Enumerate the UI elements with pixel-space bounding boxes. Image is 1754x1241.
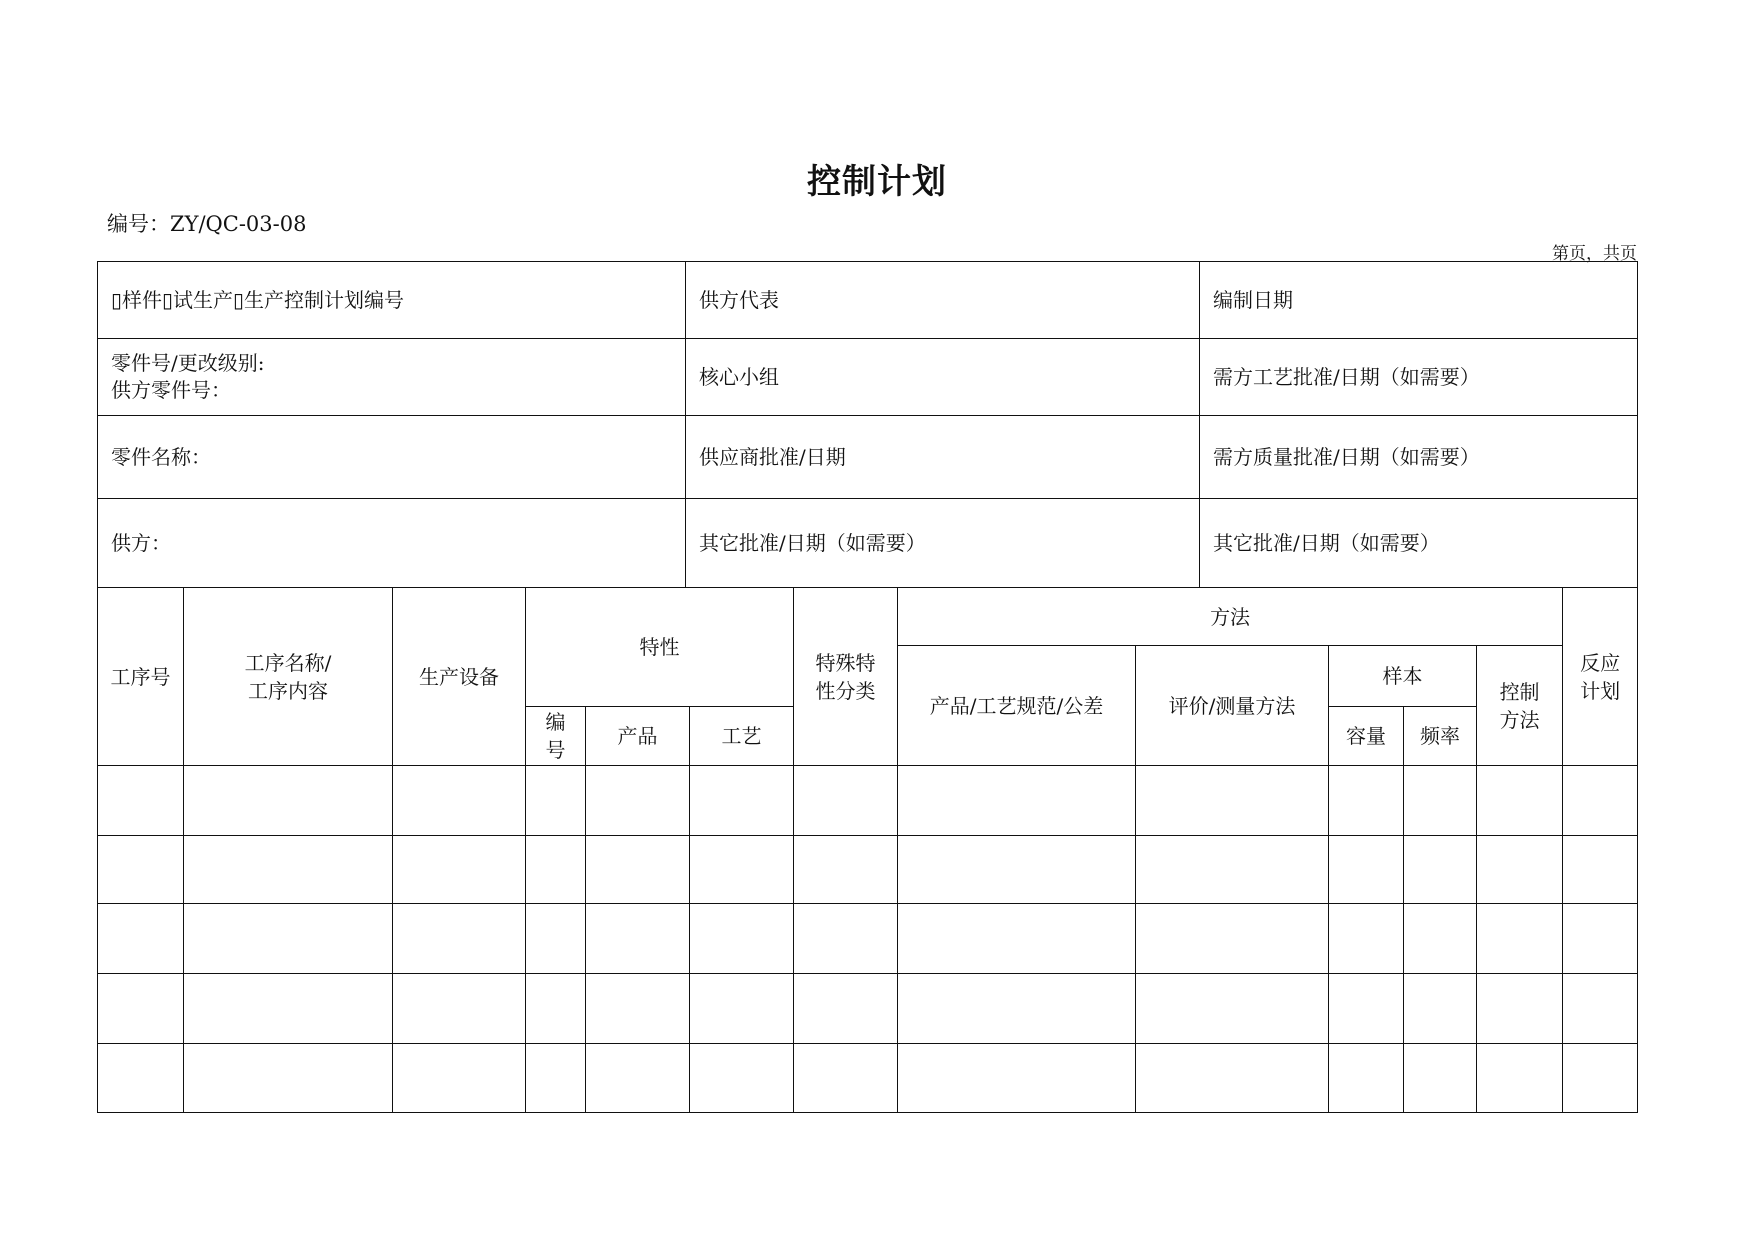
other-approval-label-1: 其它批准/日期（如需要） (699, 530, 926, 555)
col-header-process: 工艺 (690, 707, 794, 766)
table-cell[interactable] (898, 836, 1136, 904)
table-cell[interactable] (1477, 1044, 1563, 1113)
table-cell[interactable] (1477, 836, 1563, 904)
table-cell[interactable] (98, 904, 184, 974)
table-cell[interactable] (1329, 904, 1404, 974)
col-header-spec-tolerance: 产品/工艺规范/公差 (898, 646, 1136, 766)
table-cell[interactable] (1563, 766, 1638, 836)
table-cell[interactable] (1136, 766, 1329, 836)
table-cell[interactable] (393, 836, 526, 904)
table-cell[interactable] (586, 904, 690, 974)
table-cell[interactable] (1563, 904, 1638, 974)
col-header-evaluation-method: 评价/测量方法 (1136, 646, 1329, 766)
table-cell[interactable] (586, 766, 690, 836)
table-cell[interactable] (393, 974, 526, 1044)
header-info-table (97, 261, 1638, 588)
table-cell[interactable] (1404, 836, 1477, 904)
table-row (98, 766, 1638, 836)
col-header-sample-size: 容量 (1329, 707, 1404, 766)
table-cell[interactable] (898, 904, 1136, 974)
table-cell[interactable] (690, 904, 794, 974)
table-cell[interactable] (1563, 974, 1638, 1044)
table-cell[interactable] (184, 904, 393, 974)
table-cell[interactable] (794, 836, 898, 904)
table-header (98, 588, 1638, 766)
table-cell[interactable] (794, 904, 898, 974)
supplier-approval-label: 供应商批准/日期 (699, 444, 846, 469)
table-cell[interactable] (794, 766, 898, 836)
supplier-rep-field[interactable] (686, 262, 1200, 339)
table-cell[interactable] (586, 836, 690, 904)
table-cell[interactable] (184, 836, 393, 904)
table-row (98, 1044, 1638, 1113)
core-team-field[interactable] (686, 339, 1200, 416)
table-cell[interactable] (1563, 1044, 1638, 1113)
table-cell[interactable] (526, 904, 586, 974)
table-cell[interactable] (794, 1044, 898, 1113)
table-cell[interactable] (1404, 974, 1477, 1044)
supplier-label: 供方： (111, 530, 171, 555)
table-row (98, 904, 1638, 974)
table-cell[interactable] (898, 974, 1136, 1044)
table-cell[interactable] (1404, 1044, 1477, 1113)
table-cell[interactable] (690, 766, 794, 836)
table-cell[interactable] (1329, 974, 1404, 1044)
table-cell[interactable] (586, 974, 690, 1044)
other-approval-label-2: 其它批准/日期（如需要） (1213, 530, 1440, 555)
plan-number-field[interactable] (98, 262, 686, 339)
customer-quality-approval-label: 需方质量批准/日期（如需要） (1213, 444, 1480, 469)
table-cell[interactable] (586, 1044, 690, 1113)
supplier-approval-field[interactable] (686, 416, 1200, 499)
table-row (98, 974, 1638, 1044)
col-header-process-name: 工序名称/ 工序内容 (184, 588, 393, 766)
table-cell[interactable] (690, 974, 794, 1044)
plan-number-label: ▯样件▯试生产▯生产控制计划编号 (111, 287, 405, 312)
col-header-special-characteristics: 特殊特 性分类 (794, 588, 898, 766)
table-cell[interactable] (1329, 1044, 1404, 1113)
col-header-equipment: 生产设备 (393, 588, 526, 766)
other-approval-field-2[interactable] (1200, 499, 1638, 588)
col-header-control-method: 控制 方法 (1477, 646, 1563, 766)
table-cell[interactable] (184, 1044, 393, 1113)
table-cell[interactable] (1329, 836, 1404, 904)
table-cell[interactable] (1404, 766, 1477, 836)
document-number: 编号：ZY/QC-03-08 (107, 212, 307, 236)
part-number-label: 零件号/更改级别: (111, 351, 265, 375)
table-cell[interactable] (898, 1044, 1136, 1113)
table-cell[interactable] (690, 836, 794, 904)
part-name-field[interactable] (98, 416, 686, 499)
table-cell[interactable] (184, 766, 393, 836)
customer-engineering-approval-field[interactable] (1200, 339, 1638, 416)
table-cell[interactable] (98, 1044, 184, 1113)
supplier-rep-label: 供方代表 (699, 287, 779, 312)
table-cell[interactable] (1136, 974, 1329, 1044)
table-cell[interactable] (184, 974, 393, 1044)
table-cell[interactable] (393, 1044, 526, 1113)
table-cell[interactable] (1404, 904, 1477, 974)
col-header-methods: 方法 (898, 588, 1563, 646)
page-info: 第页，共页 (1552, 244, 1637, 264)
table-cell[interactable] (526, 1044, 586, 1113)
part-number-field[interactable] (98, 339, 686, 416)
table-cell[interactable] (1477, 766, 1563, 836)
table-cell[interactable] (393, 766, 526, 836)
part-name-label: 零件名称： (111, 444, 211, 469)
supplier-field[interactable] (98, 499, 686, 588)
col-header-sample-frequency: 频率 (1404, 707, 1477, 766)
table-cell[interactable] (98, 766, 184, 836)
table-cell[interactable] (1477, 974, 1563, 1044)
table-body (98, 766, 1638, 1113)
table-cell[interactable] (1563, 836, 1638, 904)
table-cell[interactable] (898, 766, 1136, 836)
table-cell[interactable] (526, 974, 586, 1044)
table-cell[interactable] (690, 1044, 794, 1113)
supplier-part-number-label: 供方零件号： (111, 378, 231, 402)
col-header-process-no: 工序号 (98, 588, 184, 766)
table-cell[interactable] (526, 836, 586, 904)
col-header-reaction-plan: 反应 计划 (1563, 588, 1638, 766)
col-header-characteristic-no: 编 号 (526, 707, 586, 766)
table-row (98, 836, 1638, 904)
table-cell[interactable] (1136, 904, 1329, 974)
col-header-product: 产品 (586, 707, 690, 766)
customer-quality-approval-field[interactable] (1200, 416, 1638, 499)
customer-engineering-approval-label: 需方工艺批准/日期（如需要） (1213, 364, 1480, 389)
table-cell[interactable] (1136, 836, 1329, 904)
page-title: 控制计划 (807, 162, 947, 202)
table-cell[interactable] (1329, 766, 1404, 836)
compile-date-field[interactable] (1200, 262, 1638, 339)
table-cell[interactable] (1477, 904, 1563, 974)
table-cell[interactable] (1136, 1044, 1329, 1113)
table-cell[interactable] (526, 766, 586, 836)
other-approval-field-1[interactable] (686, 499, 1200, 588)
table-cell[interactable] (98, 836, 184, 904)
table-cell[interactable] (794, 974, 898, 1044)
table-cell[interactable] (393, 904, 526, 974)
compile-date-label: 编制日期 (1213, 287, 1293, 312)
col-header-characteristics: 特性 (526, 588, 794, 707)
control-plan-table (97, 587, 1638, 1113)
core-team-label: 核心小组 (699, 364, 779, 389)
table-cell[interactable] (98, 974, 184, 1044)
col-header-sample: 样本 (1329, 646, 1477, 707)
